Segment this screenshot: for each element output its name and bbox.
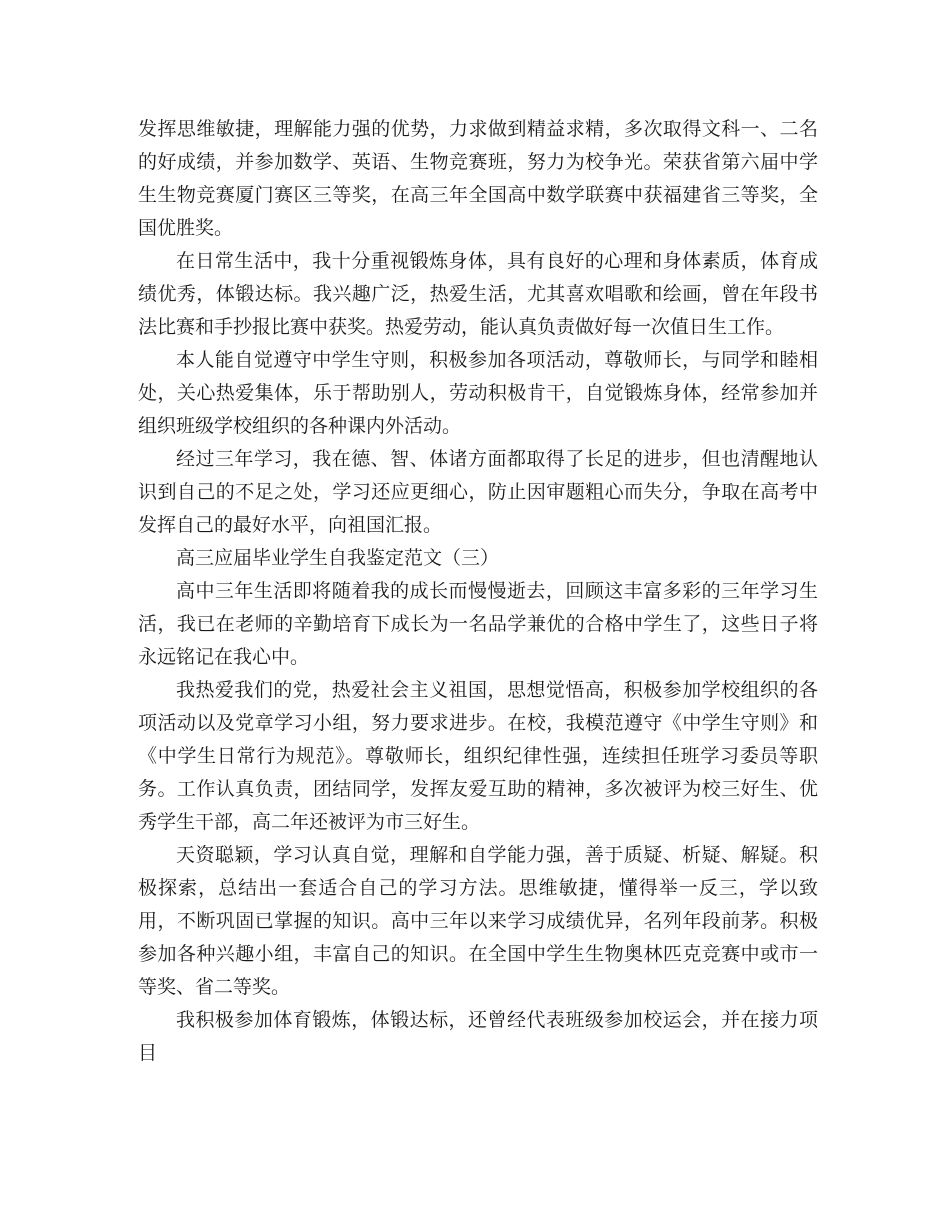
- paragraph-study: 天资聪颖，学习认真自觉，理解和自学能力强，善于质疑、析疑、解疑。积极探索，总结出一套适合自己的学习方法。思维敏捷，懂得举一反三，学以致用，不断巩固已掌握的知识。高中三年以来学习成绩优异，名列年段前茅。积极参加各种兴趣小组，丰富自己的知识。在全国中学生生物奥林匹克竞赛中或市一等奖、省二等奖。: [138, 844, 818, 998]
- paragraph-intro: 高中三年生活即将随着我的成长而慢慢逝去，回顾这丰富多彩的三年学习生活，我已在老师的辛勤培育下成长为一名品学兼优的合格中学生了，这些日子将永远铭记在我心中。: [138, 580, 818, 668]
- paragraph-summary: 经过三年学习，我在德、智、体诸方面都取得了长足的进步，但也清醒地认识到自己的不足之处，学习还应更细心，防止因审题粗心而失分，争取在高考中发挥自己的最好水平，向祖国汇报。: [138, 448, 818, 536]
- paragraph-sports: 我积极参加体育锻炼，体锻达标，还曾经代表班级参加校运会，并在接力项目: [138, 1009, 818, 1064]
- paragraph-political: 我热爱我们的党，热爱社会主义祖国，思想觉悟高，积极参加学校组织的各项活动以及党章学习小组，努力要求进步。在校，我模范遵守《中学生守则》和《中学生日常行为规范》。尊敬师长，组织纪律性强，连续担任班学习委员等职务。工作认真负责，团结同学，发挥友爱互助的精神，多次被评为校三好生、优秀学生干部，高二年还被评为市三好生。: [138, 679, 818, 833]
- paragraph-daily-life: 在日常生活中，我十分重视锻炼身体，具有良好的心理和身体素质，体育成绩优秀，体锻达标。我兴趣广泛，热爱生活，尤其喜欢唱歌和绘画，曾在年段书法比赛和手抄报比赛中获奖。热爱劳动，能认真负责做好每一次值日生工作。: [138, 250, 818, 338]
- document-body: [138, 113, 818, 1070]
- paragraph-conduct: 本人能自觉遵守中学生守则，积极参加各项活动，尊敬师长，与同学和睦相处，关心热爱集体，乐于帮助别人，劳动积极肯干，自觉锻炼身体，经常参加并组织班级学校组织的各种课内外活动。: [138, 349, 818, 437]
- section-heading: 高三应届毕业学生自我鉴定范文（三）: [176, 547, 500, 569]
- paragraph-continued: 发挥思维敏捷，理解能力强的优势，力求做到精益求精，多次取得文科一、二名的好成绩，并参加数学、英语、生物竞赛班，努力为校争光。荣获省第六届中学生生物竞赛厦门赛区三等奖，在高三年全国高中数学联赛中获福建省三等奖，全国优胜奖。: [138, 118, 818, 239]
